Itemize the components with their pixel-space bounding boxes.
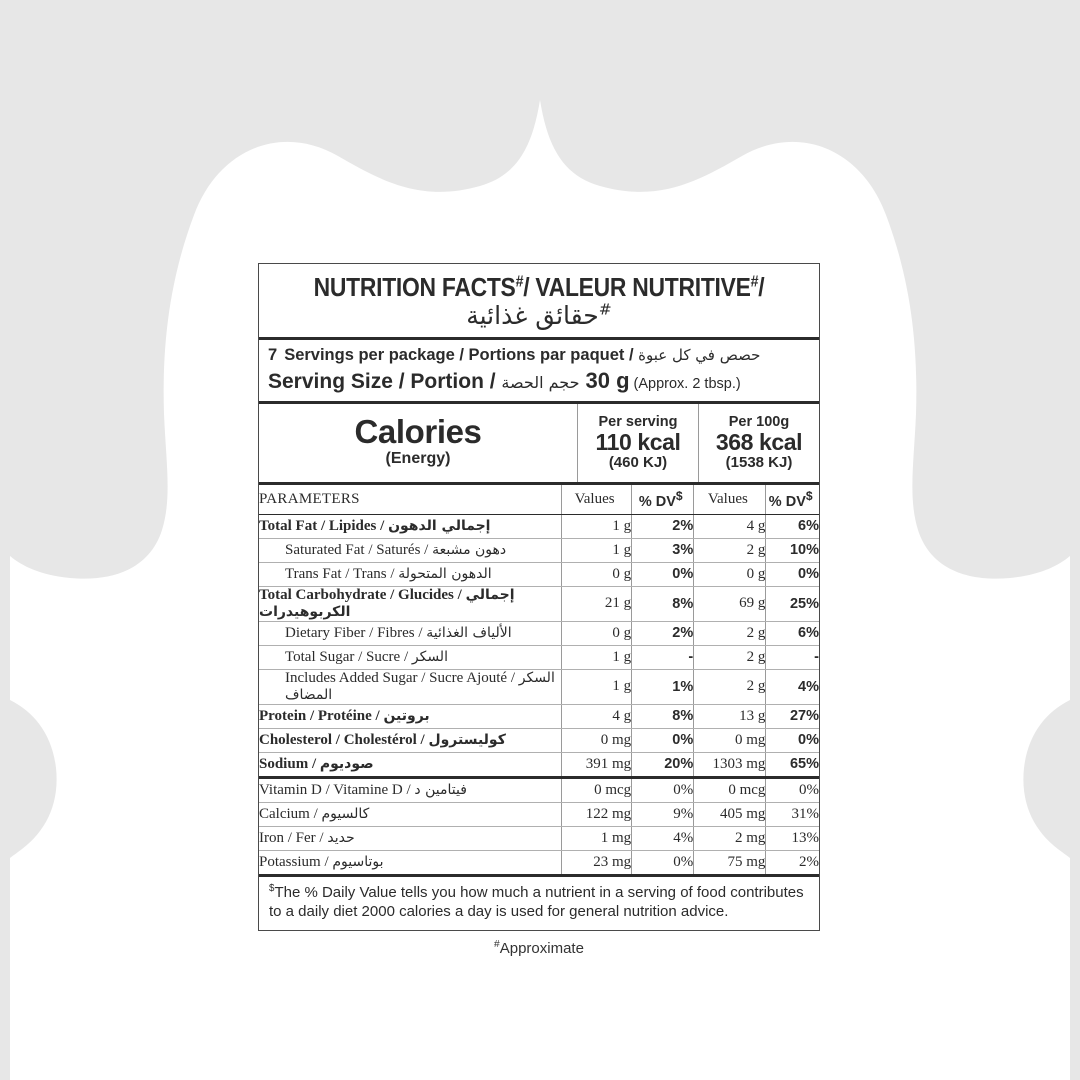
nutrient-name-cell: Total Fat / Lipides / إجمالي الدهون	[259, 514, 562, 538]
nutrient-name-cell: Cholesterol / Cholestérol / كوليسترول	[259, 728, 562, 752]
nutrient-dv-per-100g: 31%	[766, 802, 819, 826]
nutrient-name-fr: Fibres	[377, 624, 415, 641]
nutrient-name-en: Calcium	[259, 805, 310, 822]
calories-per-serving-kcal: 110 kcal	[595, 429, 681, 456]
nutrient-dv-per-100g: 65%	[766, 752, 819, 777]
nutrient-value-per-100g: 69 g	[694, 586, 766, 621]
calories-per-serving-head: Per serving	[598, 413, 678, 430]
nutrient-name-ar: فيتامين د	[414, 781, 467, 798]
nutrient-value-per-serving: 0 g	[562, 621, 632, 645]
nutrient-name-ar: السكر	[411, 648, 448, 665]
calories-label-cell	[259, 404, 578, 482]
nutrient-value-per-100g: 1303 mg	[694, 752, 766, 777]
nutrient-value-per-serving: 21 g	[562, 586, 632, 621]
nutrient-value-per-serving: 0 mcg	[562, 777, 632, 802]
nutrient-dv-per-100g: 25%	[766, 586, 819, 621]
header-values-per-serving: Values	[562, 485, 632, 515]
header-parameters: PARAMETERS	[259, 485, 562, 515]
table-row	[259, 514, 819, 538]
nutrient-value-per-serving: 1 g	[562, 538, 632, 562]
nutrient-dv-per-100g: 6%	[766, 621, 819, 645]
approximate-marker: #	[494, 938, 500, 950]
nutrient-dv-per-serving: 2%	[632, 514, 694, 538]
table-row	[259, 802, 819, 826]
calories-per-100g-cell	[698, 404, 819, 482]
nutrient-value-per-100g: 75 mg	[694, 850, 766, 874]
nutrient-name-cell: Vitamin D / Vitamine D / فيتامين د	[259, 777, 562, 802]
nutrient-name-en: Vitamin D	[259, 781, 322, 798]
nutrient-name-cell: Potassium / بوتاسيوم	[259, 853, 384, 870]
footnote-marker: $	[269, 882, 275, 894]
nutrient-name-fr: Saturés	[376, 541, 421, 558]
nutrient-name-ar: السكر المضاف	[285, 669, 555, 703]
title-french: / VALEUR NUTRITIVE	[523, 272, 751, 302]
serving-size-line: Serving Size / Portion / حجم الحصة 30 g (Approx. 2 tbsp.)	[268, 367, 741, 393]
nutrient-name-cell: Includes Added Sugar / Sucre Ajouté / السكر المضاف	[259, 669, 562, 704]
nutrient-value-per-100g: 2 g	[694, 669, 766, 704]
nutrition-facts-panel	[258, 263, 820, 931]
nutrient-name-cell: Sodium / صوديوم	[259, 752, 562, 777]
nutrient-name-fr: Glucides	[398, 586, 454, 603]
header-values-per-100g: Values	[694, 485, 766, 515]
nutrient-value-per-serving: 1 g	[562, 514, 632, 538]
nutrient-name-en: Trans Fat	[285, 565, 342, 582]
nutrient-name-en: Saturated Fat	[285, 541, 365, 558]
table-row	[259, 538, 819, 562]
nutrient-dv-per-100g: 27%	[766, 704, 819, 728]
header-dv2-marker: $	[805, 489, 813, 504]
nutrient-name-cell: Calcium / كالسيوم	[259, 802, 562, 826]
header-dv-per-100g	[766, 485, 819, 515]
table-row	[259, 850, 819, 874]
nutrient-name-en: Total Fat	[259, 517, 318, 534]
serving-size-amount: 30 g	[585, 367, 630, 393]
title-arabic-line	[267, 302, 811, 330]
table-row	[259, 621, 819, 645]
nutrient-dv-per-serving: 1%	[632, 669, 694, 704]
serving-size-ar: حجم الحصة	[501, 372, 580, 392]
nutrient-value-per-serving: 1 mg	[562, 826, 632, 850]
title-marker-1: #	[515, 272, 524, 291]
nutrient-value-per-100g: 2 g	[694, 645, 766, 669]
servings-per-package-line: 7 Servings per package / Portions par paquet / حصص في كل عبوة	[268, 346, 761, 365]
nutrient-value-per-100g: 0 g	[694, 562, 766, 586]
nutrient-name-ar: بروتين	[383, 707, 430, 724]
nutrient-name-cell: Dietary Fiber / Fibres / الألياف الغذائية	[259, 621, 562, 645]
table-header-row	[259, 485, 819, 515]
nutrition-label-container	[258, 263, 820, 957]
nutrient-value-per-serving: 1 g	[562, 669, 632, 704]
table-row	[259, 704, 819, 728]
servings-per-package-en: Servings per package	[284, 346, 455, 365]
daily-value-footnote	[259, 874, 819, 930]
title-marker-2: #	[750, 272, 759, 291]
nutrient-value-per-100g: 2 g	[694, 538, 766, 562]
nutrient-name-fr: Sucre Ajouté	[429, 669, 508, 686]
nutrient-value-per-serving: 0 g	[562, 562, 632, 586]
nutrient-name-fr: Cholestérol	[343, 731, 417, 748]
approximate-note	[258, 940, 820, 957]
nutrient-value-per-100g: 4 g	[694, 514, 766, 538]
header-dv2-text: % DV	[768, 493, 806, 510]
nutrient-name-fr: Lipides	[328, 517, 377, 534]
nutrient-dv-per-100g: 13%	[766, 826, 819, 850]
calories-energy-word: (Energy)	[385, 450, 451, 468]
nutrient-dv-per-serving: 0%	[632, 728, 694, 752]
nutrient-name-en: Potassium	[259, 853, 321, 870]
nutrient-dv-per-serving: 8%	[632, 586, 694, 621]
approximate-text: Approximate	[499, 939, 584, 957]
nutrient-name-en: Sodium	[259, 755, 309, 772]
nutrient-name-cell: Total Sugar / Sucre / السكر	[259, 645, 562, 669]
title-english-french	[300, 273, 779, 301]
calories-per-serving-kj: (460 KJ)	[608, 454, 668, 472]
nutrient-dv-per-serving: 9%	[632, 802, 694, 826]
nutrient-value-per-serving: 122 mg	[562, 802, 632, 826]
nutrient-name-cell: Trans Fat / Trans / الدهون المتحولة	[259, 562, 562, 586]
nutrient-name-ar: إجمالي الدهون	[388, 517, 491, 534]
servings-block	[259, 340, 819, 404]
nutrient-dv-per-serving: 4%	[632, 826, 694, 850]
nutrient-dv-per-serving: 3%	[632, 538, 694, 562]
nutrient-table-body	[259, 514, 819, 874]
nutrient-dv-per-100g: -	[766, 645, 819, 669]
serving-size-fr: Portion	[410, 369, 484, 393]
nutrient-dv-per-serving: 2%	[632, 621, 694, 645]
nutrient-dv-per-100g: 0%	[766, 562, 819, 586]
calories-word: Calories	[354, 413, 482, 451]
nutrient-name-en: Protein	[259, 707, 307, 724]
nutrient-name-ar: الألياف الغذائية	[426, 624, 512, 641]
nutrient-dv-per-100g: 2%	[766, 850, 819, 874]
nutrient-name-ar: بوتاسيوم	[332, 853, 384, 870]
table-row	[259, 562, 819, 586]
nutrient-name-fr: Trans	[352, 565, 387, 582]
nutrient-value-per-100g: 0 mcg	[694, 777, 766, 802]
nutrient-name-en: Includes Added Sugar	[285, 669, 418, 686]
table-row	[259, 777, 819, 802]
servings-per-package-ar: حصص في كل عبوة	[638, 346, 761, 365]
title-marker-3: #	[598, 300, 612, 319]
servings-per-package-fr: Portions par paquet	[468, 346, 625, 365]
nutrient-name-cell: Iron / Fer / حديد	[259, 826, 562, 850]
calories-per-serving-cell	[578, 404, 698, 482]
nutrient-name-ar: صوديوم	[319, 755, 374, 772]
nutrient-dv-per-serving: 0%	[632, 777, 694, 802]
nutrient-dv-per-serving: 20%	[632, 752, 694, 777]
table-row	[259, 752, 819, 777]
nutrient-dv-per-serving: -	[632, 645, 694, 669]
calories-per-100g-kcal: 368 kcal	[715, 429, 803, 456]
nutrient-name-cell: Protein / Protéine / بروتين	[259, 704, 562, 728]
footnote-text: The % Daily Value tells you how much a nutrient in a serving of food contributes to a daily diet 2000 calories a day is used for general nutrition advice.	[269, 883, 804, 921]
title-slash: /	[758, 272, 765, 302]
nutrient-dv-per-100g: 6%	[766, 514, 819, 538]
label-title-block	[259, 264, 819, 340]
nutrient-dv-per-100g: 10%	[766, 538, 819, 562]
calories-per-100g-head: Per 100g	[728, 413, 790, 430]
table-row	[259, 645, 819, 669]
table-row	[259, 826, 819, 850]
nutrient-name-ar: كالسيوم	[321, 805, 370, 822]
table-row	[259, 728, 819, 752]
nutrient-value-per-100g: 2 mg	[694, 826, 766, 850]
nutrient-name-cell: Total Carbohydrate / Glucides / إجمالي الكربوهيدرات	[259, 586, 562, 621]
nutrient-name-ar: دهون مشبعة	[432, 541, 507, 558]
title-english: NUTRITION FACTS	[313, 272, 516, 302]
nutrient-name-en: Total Carbohydrate	[259, 586, 387, 603]
nutrient-dv-per-serving: 0%	[632, 562, 694, 586]
header-dv1-marker: $	[675, 489, 683, 504]
nutrient-value-per-100g: 0 mg	[694, 728, 766, 752]
nutrient-name-ar: إجمالي الكربوهيدرات	[259, 586, 515, 620]
nutrient-name-fr: Protéine	[317, 707, 372, 724]
nutrient-dv-per-serving: 0%	[632, 850, 694, 874]
nutrient-value-per-100g: 13 g	[694, 704, 766, 728]
table-row	[259, 586, 819, 621]
nutrient-dv-per-100g: 0%	[766, 777, 819, 802]
nutrient-table	[259, 485, 819, 874]
nutrient-value-per-serving: 1 g	[562, 645, 632, 669]
nutrient-dv-per-100g: 4%	[766, 669, 819, 704]
header-dv1-text: % DV	[638, 493, 676, 510]
nutrient-name-fr: Fer	[295, 829, 316, 846]
nutrient-dv-per-100g: 0%	[766, 728, 819, 752]
nutrient-name-en: Cholesterol	[259, 731, 333, 748]
nutrient-name-en: Iron	[259, 829, 284, 846]
nutrient-name-ar: حديد	[327, 829, 355, 846]
nutrient-value-per-serving: 0 mg	[562, 728, 632, 752]
nutrient-name-cell: Saturated Fat / Saturés / دهون مشبعة	[259, 538, 562, 562]
nutrient-name-ar: كوليسترول	[428, 731, 506, 748]
nutrient-value-per-100g: 405 mg	[694, 802, 766, 826]
header-dv-per-serving	[632, 485, 694, 515]
nutrient-value-per-serving: 4 g	[562, 704, 632, 728]
title-arabic: حقائق غذائية	[466, 301, 599, 331]
serving-size-approx: (Approx. 2 tbsp.)	[633, 375, 741, 392]
nutrient-value-per-100g: 2 g	[694, 621, 766, 645]
calories-block	[259, 404, 819, 485]
nutrient-name-en: Dietary Fiber	[285, 624, 366, 641]
servings-count: 7	[268, 346, 278, 365]
nutrient-name-fr: Vitamine D	[333, 781, 403, 798]
calories-per-100g-kj: (1538 KJ)	[725, 454, 793, 472]
nutrient-name-fr: Sucre	[366, 648, 401, 665]
table-row	[259, 669, 819, 704]
serving-size-en: Serving Size	[268, 369, 393, 393]
nutrient-name-en: Total Sugar	[285, 648, 355, 665]
nutrient-dv-per-serving: 8%	[632, 704, 694, 728]
nutrient-value-per-serving: 23 mg	[562, 850, 632, 874]
nutrient-name-ar: الدهون المتحولة	[398, 565, 492, 582]
nutrient-value-per-serving: 391 mg	[562, 752, 632, 777]
